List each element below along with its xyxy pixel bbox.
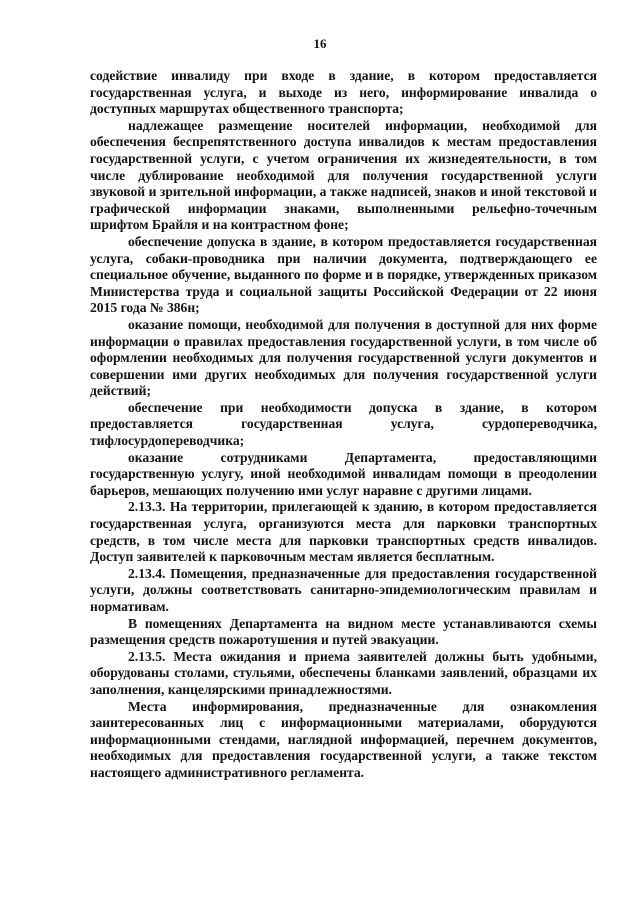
page-number: 16	[313, 36, 327, 51]
section-2-13-5: 2.13.5. Места ожидания и приема заявителей должны быть удобными, оборудованы столами, стульями, обеспечены бланками заявлений, образцами их заполнения, канцелярскими принадлежностями.	[90, 648, 597, 697]
section-2-13-3: 2.13.3. На территории, прилегающей к зданию, в котором предоставляется государственная услуга, организуются места для парковки транспортных средств, в том числе места для парковки транспортных средств инвалидов. Доступ заявителей к парковочным местам является бесплатным.	[90, 499, 597, 565]
paragraph: надлежащее размещение носителей информации, необходимой для обеспечения беспрепятственного доступа инвалидов к местам предоставления государственной услуги, с учетом ограничения их жизнедеятельности, в том числе дублирование необходимой для получения государственной услуги звуковой и зрительной информации, а также надписей, знаков и иной текстовой и графической информации знаками, выполненными рельефно-точечным шрифтом Брайля и на контрастном фоне;	[90, 117, 597, 233]
paragraph: оказание сотрудниками Департамента, предоставляющими государственную услугу, иной необходимой инвалидам помощи в преодолении барьеров, мешающих получению ими услуг наравне с другими лицами.	[90, 449, 597, 498]
section-2-13-4: 2.13.4. Помещения, предназначенные для предоставления государственной услуги, должны соответствовать санитарно-эпидемиологическим правилам и нормативам.	[90, 565, 597, 614]
paragraph: В помещениях Департамента на видном месте устанавливаются схемы размещения средств пожаротушения и путей эвакуации.	[90, 615, 597, 648]
paragraph: Места информирования, предназначенные для ознакомления заинтересованных лиц с информационными материалами, оборудуются информационными стендами, наглядной информацией, перечнем документов, необходимых для предоставления государственной услуги, а также текстом настоящего административного регламента.	[90, 698, 597, 780]
paragraph: содействие инвалиду при входе в здание, в котором предоставляется государственная услуга, и выходе из него, информирование инвалида о доступных маршрутах общественного транспорта;	[90, 68, 597, 117]
document-body	[90, 68, 597, 782]
paragraph: обеспечение допуска в здание, в котором предоставляется государственная услуга, собаки-проводника при наличии документа, подтверждающего ее специальное обучение, выданного по форме и в порядке, утвержденных приказом Министерства труда и социальной защиты Российской Федерации от 22 июня 2015 года № 386н;	[90, 233, 597, 316]
paragraph: оказание помощи, необходимой для получения в доступной для них форме информации о правилах предоставления государственной услуги, в том числе об оформлении необходимых для получения государственной услуги документов и совершении ими других необходимых для получения государственной услуги действий;	[90, 316, 597, 399]
paragraph: обеспечение при необходимости допуска в здание, в котором предоставляется государственная услуга, сурдопереводчика, тифлосурдопереводчика;	[90, 399, 597, 449]
